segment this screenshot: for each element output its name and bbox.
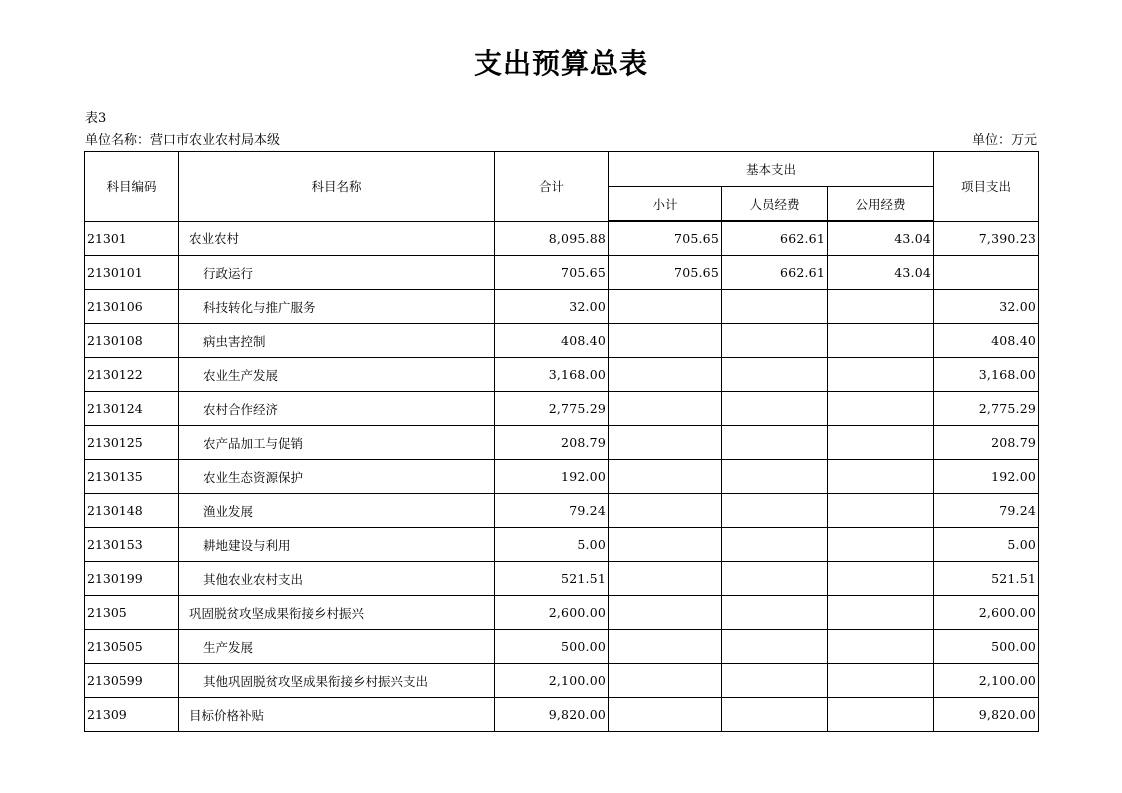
table-row bbox=[85, 221, 1039, 256]
public-cell bbox=[828, 494, 934, 528]
public-cell bbox=[828, 290, 934, 324]
name-cell: 农村合作经济 bbox=[179, 392, 495, 426]
code-cell: 2130124 bbox=[85, 392, 179, 426]
project-cell: 408.40 bbox=[934, 324, 1039, 358]
name-cell: 巩固脱贫攻坚成果衔接乡村振兴 bbox=[179, 596, 495, 630]
table-row bbox=[85, 596, 1039, 630]
name-cell: 耕地建设与利用 bbox=[179, 528, 495, 562]
code-cell: 21305 bbox=[85, 596, 179, 630]
table-row bbox=[85, 562, 1039, 596]
project-cell: 2,600.00 bbox=[934, 596, 1039, 630]
table-row bbox=[85, 698, 1039, 732]
subtotal-cell bbox=[609, 664, 722, 698]
name-cell: 其他农业农村支出 bbox=[179, 562, 495, 596]
personnel-cell: 662.61 bbox=[722, 221, 828, 256]
header-personnel: 人员经费 bbox=[722, 187, 828, 222]
personnel-cell bbox=[722, 324, 828, 358]
total-cell: 32.00 bbox=[495, 290, 609, 324]
public-cell bbox=[828, 698, 934, 732]
unit-name-label: 单位名称：营口市农业农村局本级 bbox=[85, 133, 281, 148]
public-cell bbox=[828, 426, 934, 460]
table-row bbox=[85, 358, 1039, 392]
total-cell: 408.40 bbox=[495, 324, 609, 358]
project-cell: 2,775.29 bbox=[934, 392, 1039, 426]
name-cell: 农业生产发展 bbox=[179, 358, 495, 392]
project-cell: 7,390.23 bbox=[934, 221, 1039, 256]
name-cell: 农产品加工与促销 bbox=[179, 426, 495, 460]
code-cell: 2130106 bbox=[85, 290, 179, 324]
public-cell bbox=[828, 528, 934, 562]
table-row bbox=[85, 290, 1039, 324]
total-cell: 208.79 bbox=[495, 426, 609, 460]
code-cell: 2130108 bbox=[85, 324, 179, 358]
subtotal-cell: 705.65 bbox=[609, 221, 722, 256]
table-body bbox=[85, 221, 1039, 732]
code-cell: 2130122 bbox=[85, 358, 179, 392]
total-cell: 705.65 bbox=[495, 256, 609, 290]
subtotal-cell bbox=[609, 596, 722, 630]
personnel-cell bbox=[722, 528, 828, 562]
name-cell: 渔业发展 bbox=[179, 494, 495, 528]
total-cell: 2,100.00 bbox=[495, 664, 609, 698]
code-cell: 2130505 bbox=[85, 630, 179, 664]
subtotal-cell bbox=[609, 528, 722, 562]
name-cell: 其他巩固脱贫攻坚成果衔接乡村振兴支出 bbox=[179, 664, 495, 698]
project-cell: 79.24 bbox=[934, 494, 1039, 528]
total-cell: 521.51 bbox=[495, 562, 609, 596]
personnel-cell bbox=[722, 494, 828, 528]
personnel-cell bbox=[722, 358, 828, 392]
table-row bbox=[85, 630, 1039, 664]
table-row bbox=[85, 256, 1039, 290]
personnel-cell bbox=[722, 460, 828, 494]
public-cell bbox=[828, 324, 934, 358]
name-cell: 生产发展 bbox=[179, 630, 495, 664]
personnel-cell bbox=[722, 596, 828, 630]
table-row bbox=[85, 460, 1039, 494]
personnel-cell bbox=[722, 698, 828, 732]
public-cell bbox=[828, 392, 934, 426]
name-cell: 病虫害控制 bbox=[179, 324, 495, 358]
table-number: 表3 bbox=[85, 111, 107, 126]
header-project: 项目支出 bbox=[934, 152, 1039, 222]
project-cell: 3,168.00 bbox=[934, 358, 1039, 392]
page-title: 支出预算总表 bbox=[473, 47, 648, 80]
public-cell bbox=[828, 596, 934, 630]
code-cell: 21309 bbox=[85, 698, 179, 732]
subtotal-cell bbox=[609, 426, 722, 460]
table-row bbox=[85, 324, 1039, 358]
header-code: 科目编码 bbox=[85, 152, 179, 222]
table-row bbox=[85, 664, 1039, 698]
unit-label: 单位：万元 bbox=[971, 133, 1037, 148]
subtotal-cell bbox=[609, 562, 722, 596]
project-cell: 208.79 bbox=[934, 426, 1039, 460]
name-cell: 农业农村 bbox=[179, 221, 495, 256]
budget-table bbox=[84, 151, 1039, 732]
subtotal-cell bbox=[609, 460, 722, 494]
code-cell: 21301 bbox=[85, 221, 179, 256]
project-cell: 2,100.00 bbox=[934, 664, 1039, 698]
project-cell bbox=[934, 256, 1039, 290]
public-cell: 43.04 bbox=[828, 256, 934, 290]
personnel-cell bbox=[722, 392, 828, 426]
personnel-cell: 662.61 bbox=[722, 256, 828, 290]
project-cell: 32.00 bbox=[934, 290, 1039, 324]
table-row bbox=[85, 426, 1039, 460]
code-cell: 2130199 bbox=[85, 562, 179, 596]
code-cell: 2130101 bbox=[85, 256, 179, 290]
code-cell: 2130125 bbox=[85, 426, 179, 460]
total-cell: 2,775.29 bbox=[495, 392, 609, 426]
public-cell bbox=[828, 664, 934, 698]
table-row bbox=[85, 528, 1039, 562]
total-cell: 500.00 bbox=[495, 630, 609, 664]
name-cell: 农业生态资源保护 bbox=[179, 460, 495, 494]
header-name: 科目名称 bbox=[179, 152, 495, 222]
total-cell: 5.00 bbox=[495, 528, 609, 562]
total-cell: 192.00 bbox=[495, 460, 609, 494]
public-cell bbox=[828, 562, 934, 596]
header-subtotal: 小计 bbox=[609, 187, 722, 222]
header-public: 公用经费 bbox=[828, 187, 934, 222]
public-cell bbox=[828, 460, 934, 494]
code-cell: 2130135 bbox=[85, 460, 179, 494]
personnel-cell bbox=[722, 290, 828, 324]
total-cell: 79.24 bbox=[495, 494, 609, 528]
public-cell bbox=[828, 358, 934, 392]
table-row bbox=[85, 392, 1039, 426]
project-cell: 521.51 bbox=[934, 562, 1039, 596]
total-cell: 8,095.88 bbox=[495, 221, 609, 256]
table-row bbox=[85, 494, 1039, 528]
subtotal-cell bbox=[609, 494, 722, 528]
public-cell bbox=[828, 630, 934, 664]
personnel-cell bbox=[722, 562, 828, 596]
public-cell: 43.04 bbox=[828, 221, 934, 256]
total-cell: 9,820.00 bbox=[495, 698, 609, 732]
header-total: 合计 bbox=[495, 152, 609, 222]
total-cell: 2,600.00 bbox=[495, 596, 609, 630]
personnel-cell bbox=[722, 426, 828, 460]
subtotal-cell bbox=[609, 358, 722, 392]
subtotal-cell bbox=[609, 290, 722, 324]
header-basic: 基本支出 bbox=[609, 152, 934, 187]
code-cell: 2130148 bbox=[85, 494, 179, 528]
code-cell: 2130153 bbox=[85, 528, 179, 562]
project-cell: 9,820.00 bbox=[934, 698, 1039, 732]
subtotal-cell bbox=[609, 392, 722, 426]
project-cell: 192.00 bbox=[934, 460, 1039, 494]
name-cell: 行政运行 bbox=[179, 256, 495, 290]
subtotal-cell bbox=[609, 698, 722, 732]
project-cell: 500.00 bbox=[934, 630, 1039, 664]
name-cell: 科技转化与推广服务 bbox=[179, 290, 495, 324]
personnel-cell bbox=[722, 664, 828, 698]
name-cell: 目标价格补贴 bbox=[179, 698, 495, 732]
total-cell: 3,168.00 bbox=[495, 358, 609, 392]
personnel-cell bbox=[722, 630, 828, 664]
project-cell: 5.00 bbox=[934, 528, 1039, 562]
subtotal-cell bbox=[609, 324, 722, 358]
subtotal-cell: 705.65 bbox=[609, 256, 722, 290]
header-row bbox=[85, 152, 1039, 187]
code-cell: 2130599 bbox=[85, 664, 179, 698]
subtotal-cell bbox=[609, 630, 722, 664]
